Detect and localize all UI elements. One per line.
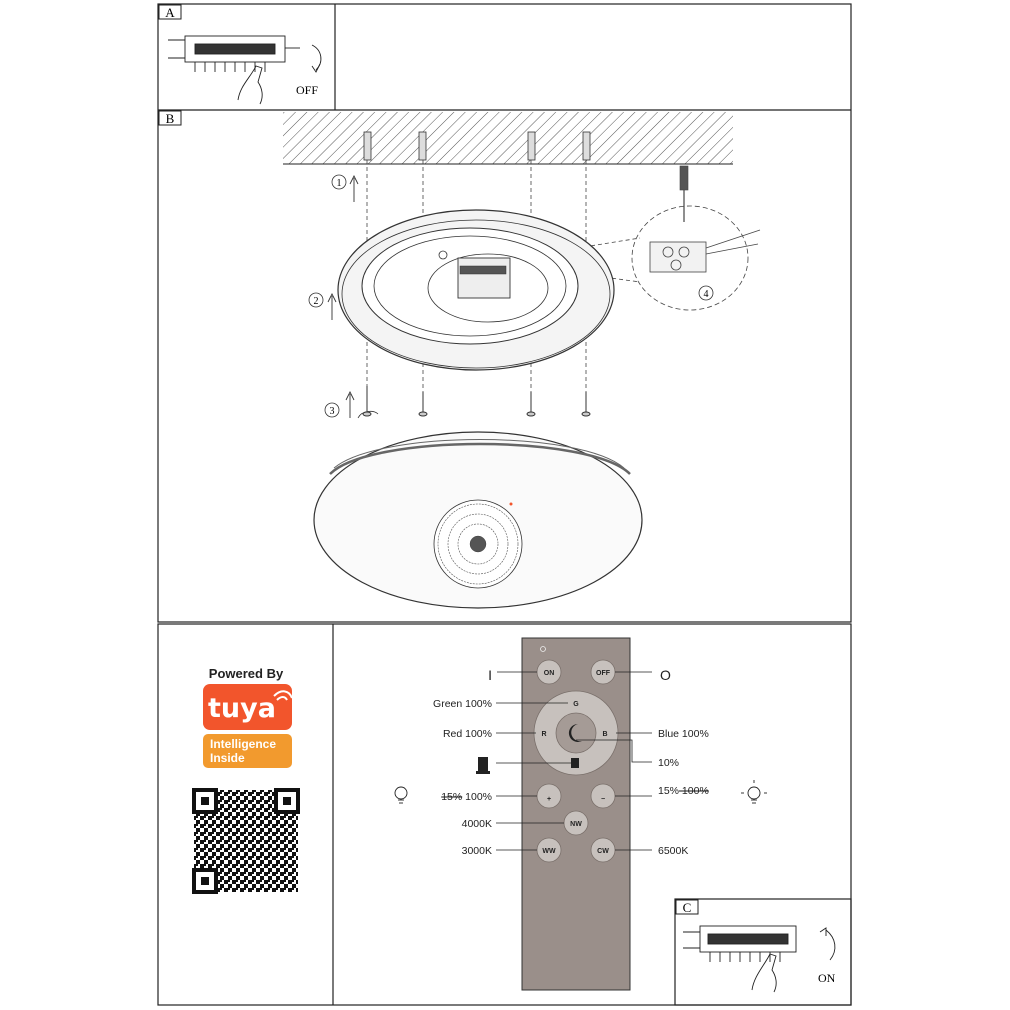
step-marker-4 [699, 286, 713, 300]
svg-text:tuya: tuya [208, 693, 276, 724]
svg-text:−: − [600, 796, 606, 803]
section-label-a [159, 5, 181, 20]
svg-text:OFF: OFF [596, 670, 610, 677]
light-cover [314, 432, 642, 608]
powered-by-text: Powered By [208, 666, 284, 681]
on-symbol-label: I [488, 667, 492, 683]
bulb-dim-icon [395, 787, 407, 803]
nw-button[interactable] [564, 811, 588, 835]
red-button[interactable] [541, 731, 546, 738]
ww-button[interactable] [537, 838, 561, 862]
section-label-b [159, 111, 181, 126]
brightness-down-label: 15% 100% [658, 785, 709, 797]
off-symbol-label: O [660, 667, 671, 683]
brightness-down-button[interactable] [591, 784, 615, 808]
tuya-logo [203, 684, 292, 730]
svg-text:WW: WW [542, 848, 556, 855]
ww-label: 3000K [461, 845, 492, 857]
svg-text:+: + [546, 796, 552, 803]
cw-button[interactable] [591, 838, 615, 862]
nw-label: 4000K [461, 818, 492, 830]
svg-text:R: R [541, 731, 547, 738]
svg-text:B: B [165, 111, 175, 126]
blue-button[interactable] [602, 731, 607, 738]
screws [363, 386, 590, 416]
sensor-dot [510, 503, 513, 506]
brightness-up-label: 15% 100% [441, 791, 492, 803]
svg-text:4: 4 [703, 289, 709, 300]
svg-text:G: G [573, 701, 579, 708]
night-label: 10% [658, 757, 680, 769]
svg-text:A: A [165, 5, 175, 20]
svg-text:B: B [602, 731, 608, 738]
svg-text:Intelligence: Intelligence [210, 737, 277, 751]
bulb-bright-icon [741, 780, 767, 803]
svg-text:NW: NW [570, 821, 582, 828]
on-label: ON [818, 971, 836, 985]
green-label: Green 100% [433, 698, 492, 710]
qr-code [194, 790, 298, 892]
mounting-base [338, 210, 614, 370]
svg-text:1: 1 [336, 178, 342, 189]
step-marker-2 [309, 293, 336, 320]
scene-button[interactable] [571, 758, 579, 768]
svg-text:C: C [682, 900, 692, 915]
moon-icon [689, 752, 699, 769]
section-label-c [676, 900, 698, 915]
svg-text:2: 2 [313, 296, 319, 307]
terminal-detail [632, 166, 760, 310]
red-label: Red 100% [442, 728, 492, 740]
blue-label: Blue 100% [658, 728, 709, 740]
on-button[interactable] [537, 660, 561, 684]
svg-text:CW: CW [597, 848, 609, 855]
intelligence-inside-badge [203, 734, 292, 768]
svg-text:Inside: Inside [210, 751, 245, 765]
svg-text:3: 3 [329, 406, 335, 417]
green-button[interactable] [573, 701, 579, 708]
off-label: OFF [296, 83, 319, 97]
ceiling [283, 112, 733, 164]
off-button[interactable] [591, 660, 615, 684]
cw-label: 6500K [658, 845, 689, 857]
svg-text:ON: ON [543, 670, 555, 677]
night-button[interactable] [556, 713, 596, 753]
step-marker-1 [332, 175, 358, 202]
breaker-panel-c [683, 926, 835, 992]
brightness-up-button[interactable] [537, 784, 561, 808]
scene-icon [476, 757, 490, 774]
